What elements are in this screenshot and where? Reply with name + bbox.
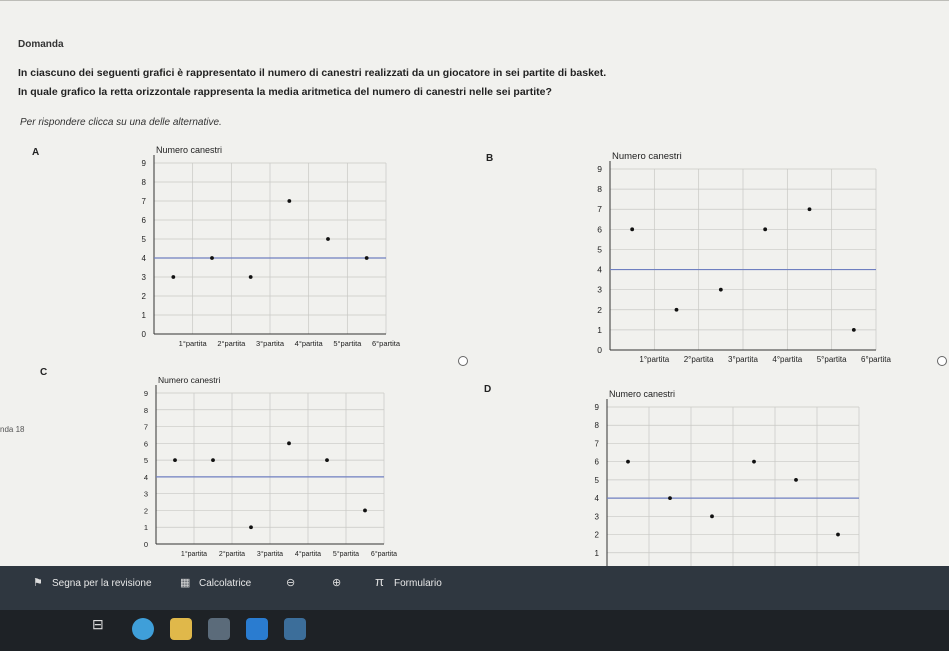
data-point — [675, 308, 679, 312]
x-tick-label: 1°partita — [639, 355, 670, 364]
y-tick-label: 2 — [597, 304, 602, 315]
y-tick-label: 4 — [141, 254, 146, 263]
data-point — [326, 237, 330, 241]
y-tick-label: 8 — [594, 421, 599, 431]
data-point — [249, 275, 253, 279]
y-axis-label: Numero canestri — [156, 145, 223, 155]
y-tick-label: 7 — [594, 439, 599, 449]
bottom-toolbar — [0, 566, 949, 610]
y-tick-label: 7 — [597, 204, 602, 215]
x-tick-label: 2°partita — [217, 339, 246, 348]
page-title: Domanda — [18, 39, 64, 50]
data-point — [719, 288, 723, 292]
data-point — [852, 328, 856, 332]
x-tick-label: 2°partita — [218, 551, 246, 558]
y-tick-label: 4 — [594, 494, 599, 504]
calculator-icon[interactable]: ▦ — [180, 577, 191, 589]
y-tick-label: 1 — [141, 311, 146, 320]
y-tick-label: 2 — [594, 530, 599, 540]
y-tick-label: 9 — [594, 403, 599, 412]
y-axis-label: Numero canestri — [612, 151, 682, 162]
browser-icon[interactable] — [132, 618, 154, 640]
x-tick-label: 6°partita — [371, 339, 401, 348]
x-tick-label: 4°partita — [772, 355, 803, 364]
y-tick-label: 6 — [594, 457, 599, 467]
y-tick-label: 5 — [141, 235, 146, 244]
data-point — [794, 478, 798, 482]
data-point — [763, 227, 767, 231]
answer-instruction: Per rispondere clicca su una delle alternative. — [20, 117, 222, 128]
data-point — [173, 458, 177, 462]
flag-icon[interactable]: ⚑ — [33, 577, 43, 589]
chart-option-b — [588, 149, 891, 364]
x-tick-label: 3°partita — [728, 355, 758, 364]
y-tick-label: 3 — [594, 512, 599, 522]
formulas-button[interactable]: Formulario — [394, 578, 442, 589]
x-tick-label: 1°partita — [178, 339, 207, 348]
y-tick-label: 5 — [594, 475, 599, 485]
y-tick-label: 8 — [141, 178, 146, 187]
y-axis-label: Numero canestri — [609, 389, 676, 399]
x-tick-label: 6°partita — [861, 355, 891, 364]
y-tick-label: 3 — [597, 284, 602, 295]
zoom-out-icon[interactable]: ⊖ — [286, 577, 296, 589]
x-tick-label: 1°partita — [180, 551, 208, 558]
data-point — [210, 256, 214, 260]
y-axis-label: Numero canestri — [158, 375, 221, 385]
y-tick-label: 1 — [594, 548, 599, 558]
question-text-line2: In quale grafico la retta orizzontale rappresenta la media aritmetica del numero di canestri nelle sei partite? — [18, 86, 552, 98]
y-tick-label: 8 — [597, 184, 602, 195]
y-tick-label: 1 — [143, 523, 148, 533]
taskbar — [0, 610, 949, 651]
x-tick-label: 5°partita — [816, 355, 847, 364]
calculator-app-icon[interactable] — [284, 618, 306, 640]
data-point — [836, 533, 840, 537]
option-c-letter: C — [40, 367, 48, 378]
x-tick-label: 5°partita — [333, 339, 362, 348]
y-tick-label: 5 — [143, 456, 148, 466]
data-point — [363, 509, 367, 513]
data-point — [171, 275, 175, 279]
chart-option-a — [132, 143, 401, 348]
x-tick-label: 3°partita — [255, 339, 285, 348]
x-tick-label: 5°partita — [332, 551, 360, 558]
chart-option-d — [585, 387, 867, 585]
side-tab-label: nda 18 — [0, 425, 25, 434]
y-tick-label: 7 — [141, 197, 146, 206]
data-point — [752, 460, 756, 464]
question-text-line1: In ciascuno dei seguenti grafici è rappresentato il numero di canestri realizzati da un giocatore in sei partite di basket. — [18, 67, 607, 79]
y-tick-label: 1 — [597, 324, 602, 335]
y-tick-label: 9 — [143, 389, 148, 398]
option-d-letter: D — [484, 384, 492, 395]
data-point — [710, 514, 714, 518]
data-point — [630, 227, 634, 231]
y-tick-label: 0 — [597, 345, 602, 355]
y-tick-label: 4 — [143, 472, 148, 482]
y-tick-label: 2 — [141, 292, 146, 301]
radio-option-b[interactable] — [937, 356, 947, 366]
radio-option-a[interactable] — [458, 356, 468, 366]
store-icon[interactable] — [246, 618, 268, 640]
y-tick-label: 3 — [141, 273, 146, 282]
data-point — [626, 460, 630, 464]
folder-icon[interactable] — [170, 618, 192, 640]
data-point — [287, 199, 291, 203]
y-tick-label: 6 — [597, 224, 602, 235]
y-tick-label: 0 — [143, 540, 148, 549]
y-tick-label: 4 — [597, 264, 602, 275]
y-tick-label: 3 — [143, 489, 148, 499]
data-point — [808, 207, 812, 211]
y-tick-label: 9 — [141, 159, 146, 168]
data-point — [325, 458, 329, 462]
y-tick-label: 6 — [141, 216, 146, 225]
y-tick-label: 5 — [597, 244, 602, 255]
data-point — [365, 256, 369, 260]
data-point — [287, 441, 291, 445]
chart-option-c — [134, 373, 398, 558]
option-a-letter: A — [32, 147, 40, 158]
zoom-in-icon[interactable]: ⊕ — [332, 577, 342, 589]
y-tick-label: 8 — [143, 405, 148, 415]
x-tick-label: 4°partita — [294, 339, 323, 348]
review-button[interactable]: Segna per la revisione — [52, 578, 152, 589]
calculator-button[interactable]: Calcolatrice — [199, 578, 252, 589]
x-tick-label: 3°partita — [256, 551, 284, 558]
x-tick-label: 2°partita — [683, 355, 714, 364]
y-tick-label: 7 — [143, 422, 148, 432]
x-tick-label: 4°partita — [294, 551, 322, 558]
y-tick-label: 0 — [141, 330, 146, 339]
data-point — [249, 525, 253, 529]
pi-icon[interactable]: π — [375, 574, 384, 589]
y-tick-label: 6 — [143, 439, 148, 449]
option-b-letter: B — [486, 153, 494, 164]
x-tick-label: 6°partita — [370, 551, 398, 558]
data-point — [211, 458, 215, 462]
y-tick-label: 2 — [143, 506, 148, 516]
y-tick-label: 9 — [597, 164, 602, 174]
data-point — [668, 496, 672, 500]
app-icon[interactable] — [208, 618, 230, 640]
window-icon[interactable]: ⊟ — [92, 616, 104, 632]
